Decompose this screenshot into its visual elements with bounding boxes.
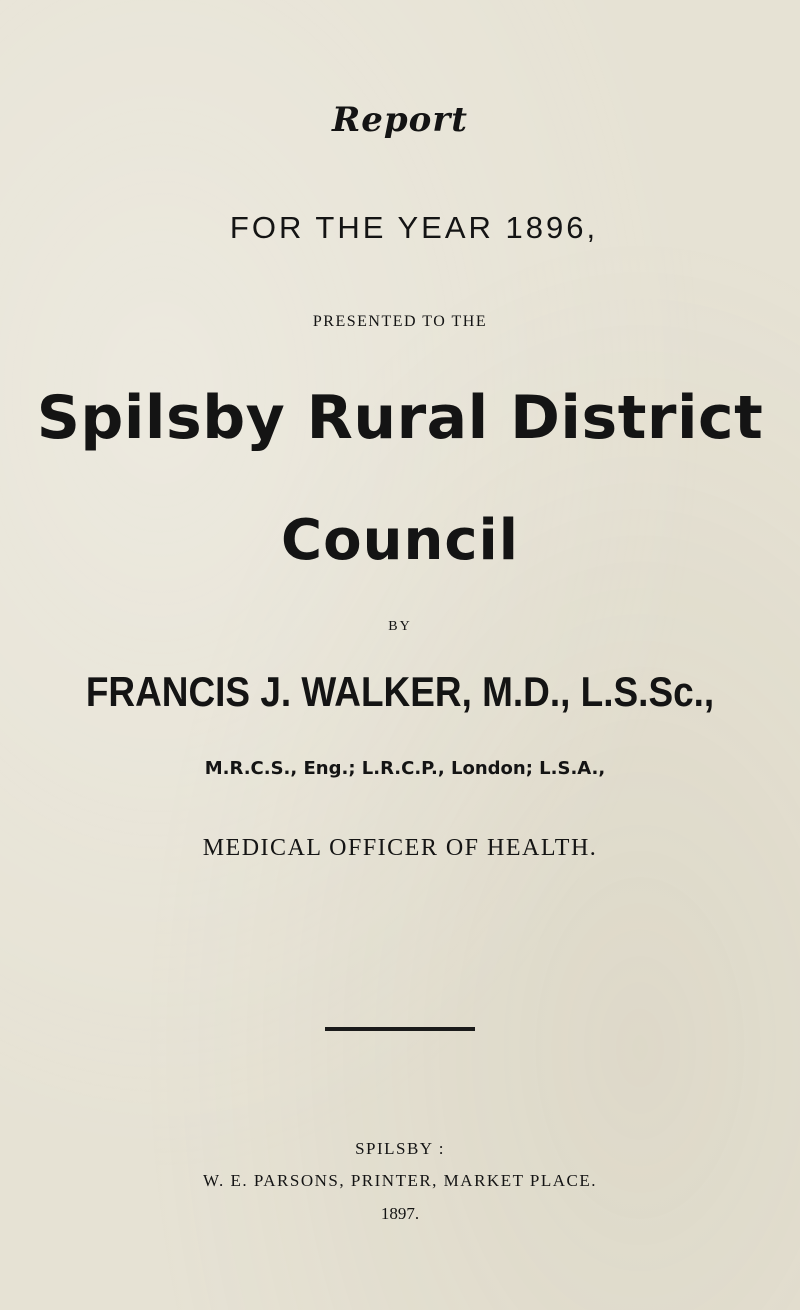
year-subheading: FOR THE YEAR 1896, <box>229 210 599 245</box>
author-office: MEDICAL OFFICER OF HEALTH. <box>202 835 598 861</box>
council-name-line-1: Spilsby Rural District <box>36 383 764 453</box>
by-line: BY <box>388 619 412 634</box>
council-name-line-2: Council <box>281 508 519 573</box>
imprint-printer: W. E. PARSONS, PRINTER, MARKET PLACE. <box>203 1171 597 1190</box>
divider-rule <box>325 1027 475 1031</box>
imprint-year: 1897. <box>380 1204 420 1223</box>
presented-to-line: PRESENTED TO THE <box>312 313 488 330</box>
imprint-place: SPILSBY : <box>355 1139 445 1158</box>
report-heading: Report <box>332 100 468 140</box>
author-qualifications: M.R.C.S., Eng.; L.R.C.P., London; L.S.A., <box>204 758 606 779</box>
author-name: FRANCIS J. WALKER, M.D., L.S.Sc., <box>85 668 715 715</box>
